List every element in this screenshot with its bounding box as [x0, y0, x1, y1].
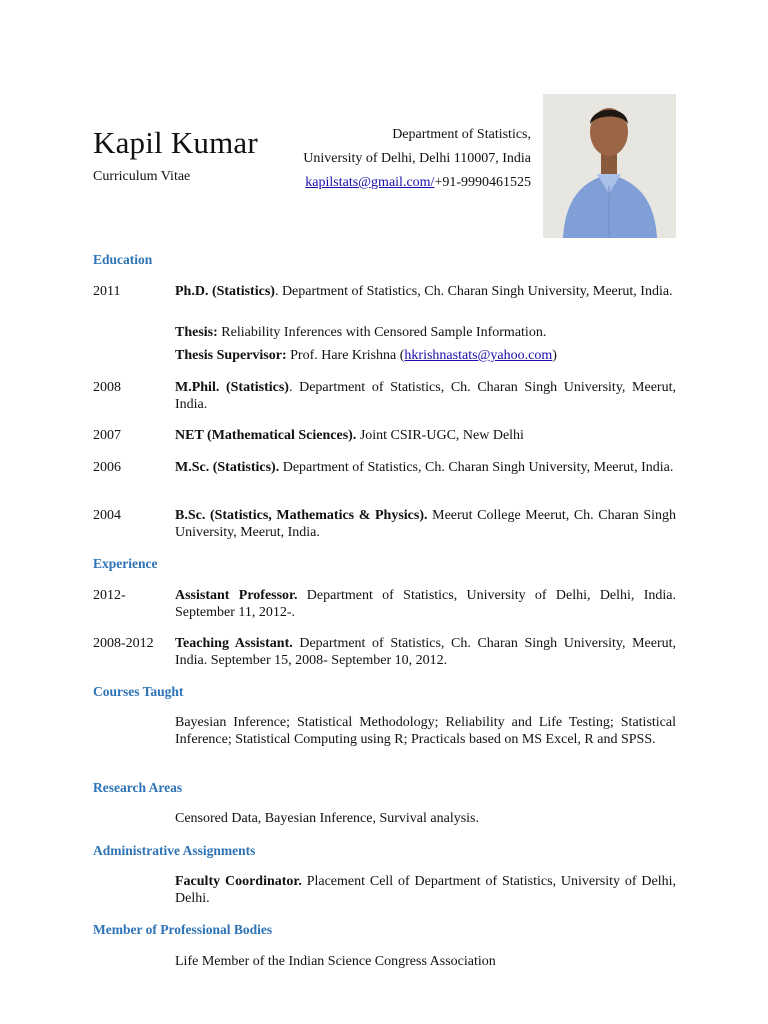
membership-heading: Member of Professional Bodies — [93, 922, 273, 937]
courses-heading: Courses Taught — [93, 684, 184, 699]
role-detail: Department of Statistics, Ch. Charan Singh University, Meerut, India. September 15, 2008- September 10, 2012. — [175, 636, 677, 668]
experience-year-assistant-professor: 2012- — [93, 588, 126, 603]
thesis-label: Thesis: — [175, 325, 218, 340]
thesis-title: Reliability Inferences with Censored Sample Information. — [217, 325, 547, 340]
experience-year-teaching-assistant: 2008-2012 — [93, 636, 154, 651]
education-year-bsc: 2004 — [93, 508, 121, 523]
person-photo-icon — [543, 94, 676, 238]
membership-text: Life Member of the Indian Science Congress Association — [175, 954, 496, 969]
admin-heading: Administrative Assignments — [93, 843, 256, 858]
degree-title: M.Sc. (Statistics). — [175, 460, 280, 475]
profile-photo — [543, 94, 676, 238]
role-detail: Department of Statistics, University of Delhi, Delhi, India. September 11, 2012-. — [175, 588, 676, 620]
education-year-mphil: 2008 — [93, 380, 121, 395]
courses-text: Bayesian Inference; Statistical Methodology; Reliability and Life Testing; Statistical Inference; Statistical Computing using R; Practicals based on MS Excel, R and SPSS. — [175, 715, 676, 747]
supervisor-label: Thesis Supervisor: — [175, 348, 287, 363]
degree-detail: Joint CSIR-UGC, New Delhi — [356, 428, 524, 443]
email-link[interactable]: kapilstats@gmail.com/ — [305, 175, 435, 190]
address-line: University of Delhi, Delhi 110007, India — [303, 151, 531, 166]
admin-role: Faculty Coordinator. — [175, 874, 302, 889]
degree-detail: Department of Statistics, Ch. Charan Singh University, Meerut, India. — [279, 460, 674, 475]
research-text: Censored Data, Bayesian Inference, Survival analysis. — [175, 811, 480, 826]
document-subtitle: Curriculum Vitae — [93, 169, 191, 184]
experience-entry-assistant-professor — [175, 587, 676, 621]
experience-entry-teaching-assistant — [175, 635, 676, 669]
admin-detail: Placement Cell of Department of Statistics, University of Delhi, Delhi. — [175, 874, 676, 906]
education-year-net: 2007 — [93, 428, 121, 443]
education-year-phd: 2011 — [93, 284, 121, 299]
supervisor-email-link[interactable]: hkrishnastats@yahoo.com — [404, 348, 553, 363]
education-heading: Education — [93, 252, 153, 267]
admin-entry — [175, 873, 676, 907]
degree-detail: . Department of Statistics, Ch. Charan Singh University, Meerut, India. — [274, 284, 673, 299]
phone-number: +91-9990461525 — [434, 175, 531, 190]
supervisor-name: Prof. Hare Krishna ( — [286, 348, 405, 363]
degree-title: M.Phil. (Statistics) — [175, 380, 289, 395]
supervisor-close: ) — [552, 348, 557, 363]
degree-detail: Meerut College Meerut, Ch. Charan Singh University, Meerut, India. — [175, 508, 677, 540]
degree-title: Ph.D. (Statistics) — [175, 284, 275, 299]
experience-heading: Experience — [93, 556, 158, 571]
degree-title: NET (Mathematical Sciences). — [175, 428, 357, 443]
education-entry-msc — [175, 459, 676, 476]
research-heading: Research Areas — [93, 780, 183, 795]
thesis-line — [175, 324, 676, 341]
education-entry-phd — [175, 283, 676, 300]
contact-line — [270, 174, 531, 192]
education-entry-mphil — [175, 379, 676, 413]
role-title: Teaching Assistant. — [175, 636, 293, 651]
supervisor-line — [175, 347, 676, 364]
person-name: Kapil Kumar — [93, 125, 258, 160]
degree-detail: . Department of Statistics, Ch. Charan Singh University, Meerut, India. — [175, 380, 676, 412]
education-entry-bsc — [175, 507, 676, 541]
degree-title: B.Sc. (Statistics, Mathematics & Physics). — [175, 508, 428, 523]
role-title: Assistant Professor. — [175, 588, 298, 603]
education-entry-net — [175, 427, 676, 444]
department-line: Department of Statistics, — [392, 127, 531, 142]
education-year-msc: 2006 — [93, 460, 121, 475]
